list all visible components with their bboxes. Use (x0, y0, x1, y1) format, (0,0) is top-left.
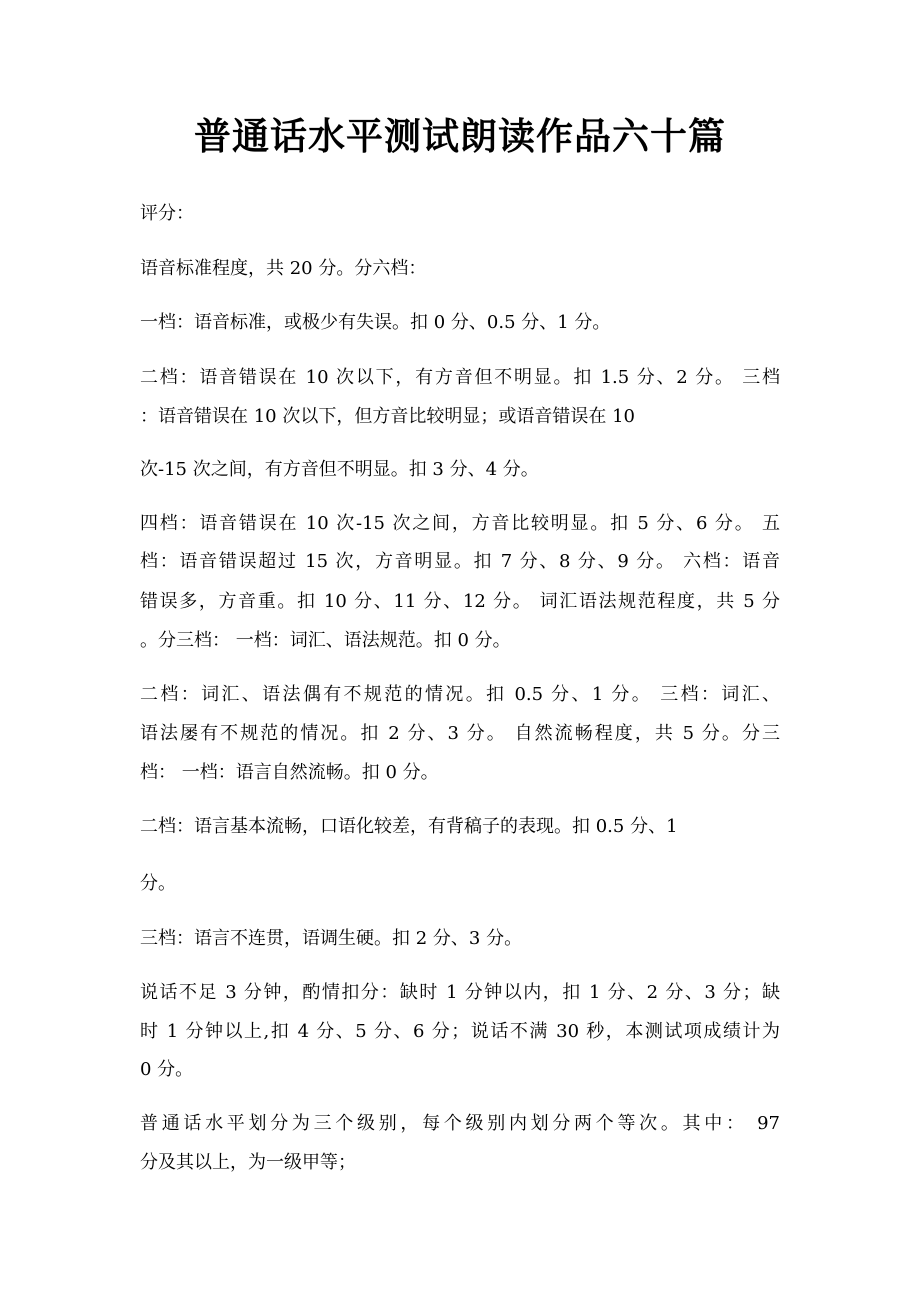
text-line-tier-1: 一档：语音标准，或极少有失误。扣 0 分、0.5 分、1 分。 (140, 312, 611, 333)
text-line-tier-3: ：语音错误在 10 次以下，但方音比较明显；或语音错误在 10 (140, 406, 635, 427)
text-line-time-rule-cont: 时 1 分钟以上,扣 4 分、5 分、6 分；说话不满 30 秒，本测试项成绩计为 (140, 1021, 780, 1042)
text-line-tier-6-vocab: 错误多，方音重。扣 10 分、11 分、12 分。 词汇语法规范程度，共 5 分 (140, 591, 780, 612)
text-line-vocab-tier-2: 二档：词汇、语法偶有不规范的情况。扣 0.5 分、1 分。 三档：词汇、 (140, 684, 780, 705)
text-line-tier-4: 四档：语音错误在 10 次-15 次之间，方音比较明显。扣 5 分、6 分。 五 (140, 513, 780, 534)
text-line-scoring-label: 评分： (140, 203, 194, 224)
text-line-tier-5: 档：语音错误超过 15 次，方音明显。扣 7 分、8 分、9 分。 六档：语音 (140, 551, 780, 572)
document-title: 普通话水平测试朗读作品六十篇 (194, 115, 726, 158)
text-line-level-1a: 分及其以上，为一级甲等； (140, 1152, 356, 1173)
text-line-vocab-tier-3-fluency: 语法屡有不规范的情况。扣 2 分、3 分。 自然流畅程度，共 5 分。分三 (140, 723, 780, 744)
text-line-levels: 普通话水平划分为三个级别，每个级别内划分两个等次。其中： 97 (140, 1113, 780, 1134)
text-line-fluency-tier-2: 二档：语言基本流畅，口语化较差，有背稿子的表现。扣 0.5 分、1 (140, 816, 678, 837)
text-line-tier-2: 二档：语音错误在 10 次以下，有方音但不明显。扣 1.5 分、2 分。 三档 (140, 367, 780, 388)
text-line-vocab-tier-1: 。分三档： 一档：词汇、语法规范。扣 0 分。 (140, 630, 511, 651)
text-line-fluency-tier-2-cont: 分。 (140, 873, 176, 894)
text-line-fluency-tier-1: 档： 一档：语言自然流畅。扣 0 分。 (140, 762, 439, 783)
text-line-pronunciation-header: 语音标准程度，共 20 分。分六档： (140, 258, 427, 279)
text-line-time-rule: 说话不足 3 分钟，酌情扣分：缺时 1 分钟以内，扣 1 分、2 分、3 分；缺 (140, 982, 780, 1003)
text-line-time-rule-end: 0 分。 (140, 1059, 194, 1080)
text-line-tier-3-cont: 次-15 次之间，有方音但不明显。扣 3 分、4 分。 (140, 459, 539, 480)
text-line-fluency-tier-3: 三档：语言不连贯，语调生硬。扣 2 分、3 分。 (140, 928, 523, 949)
